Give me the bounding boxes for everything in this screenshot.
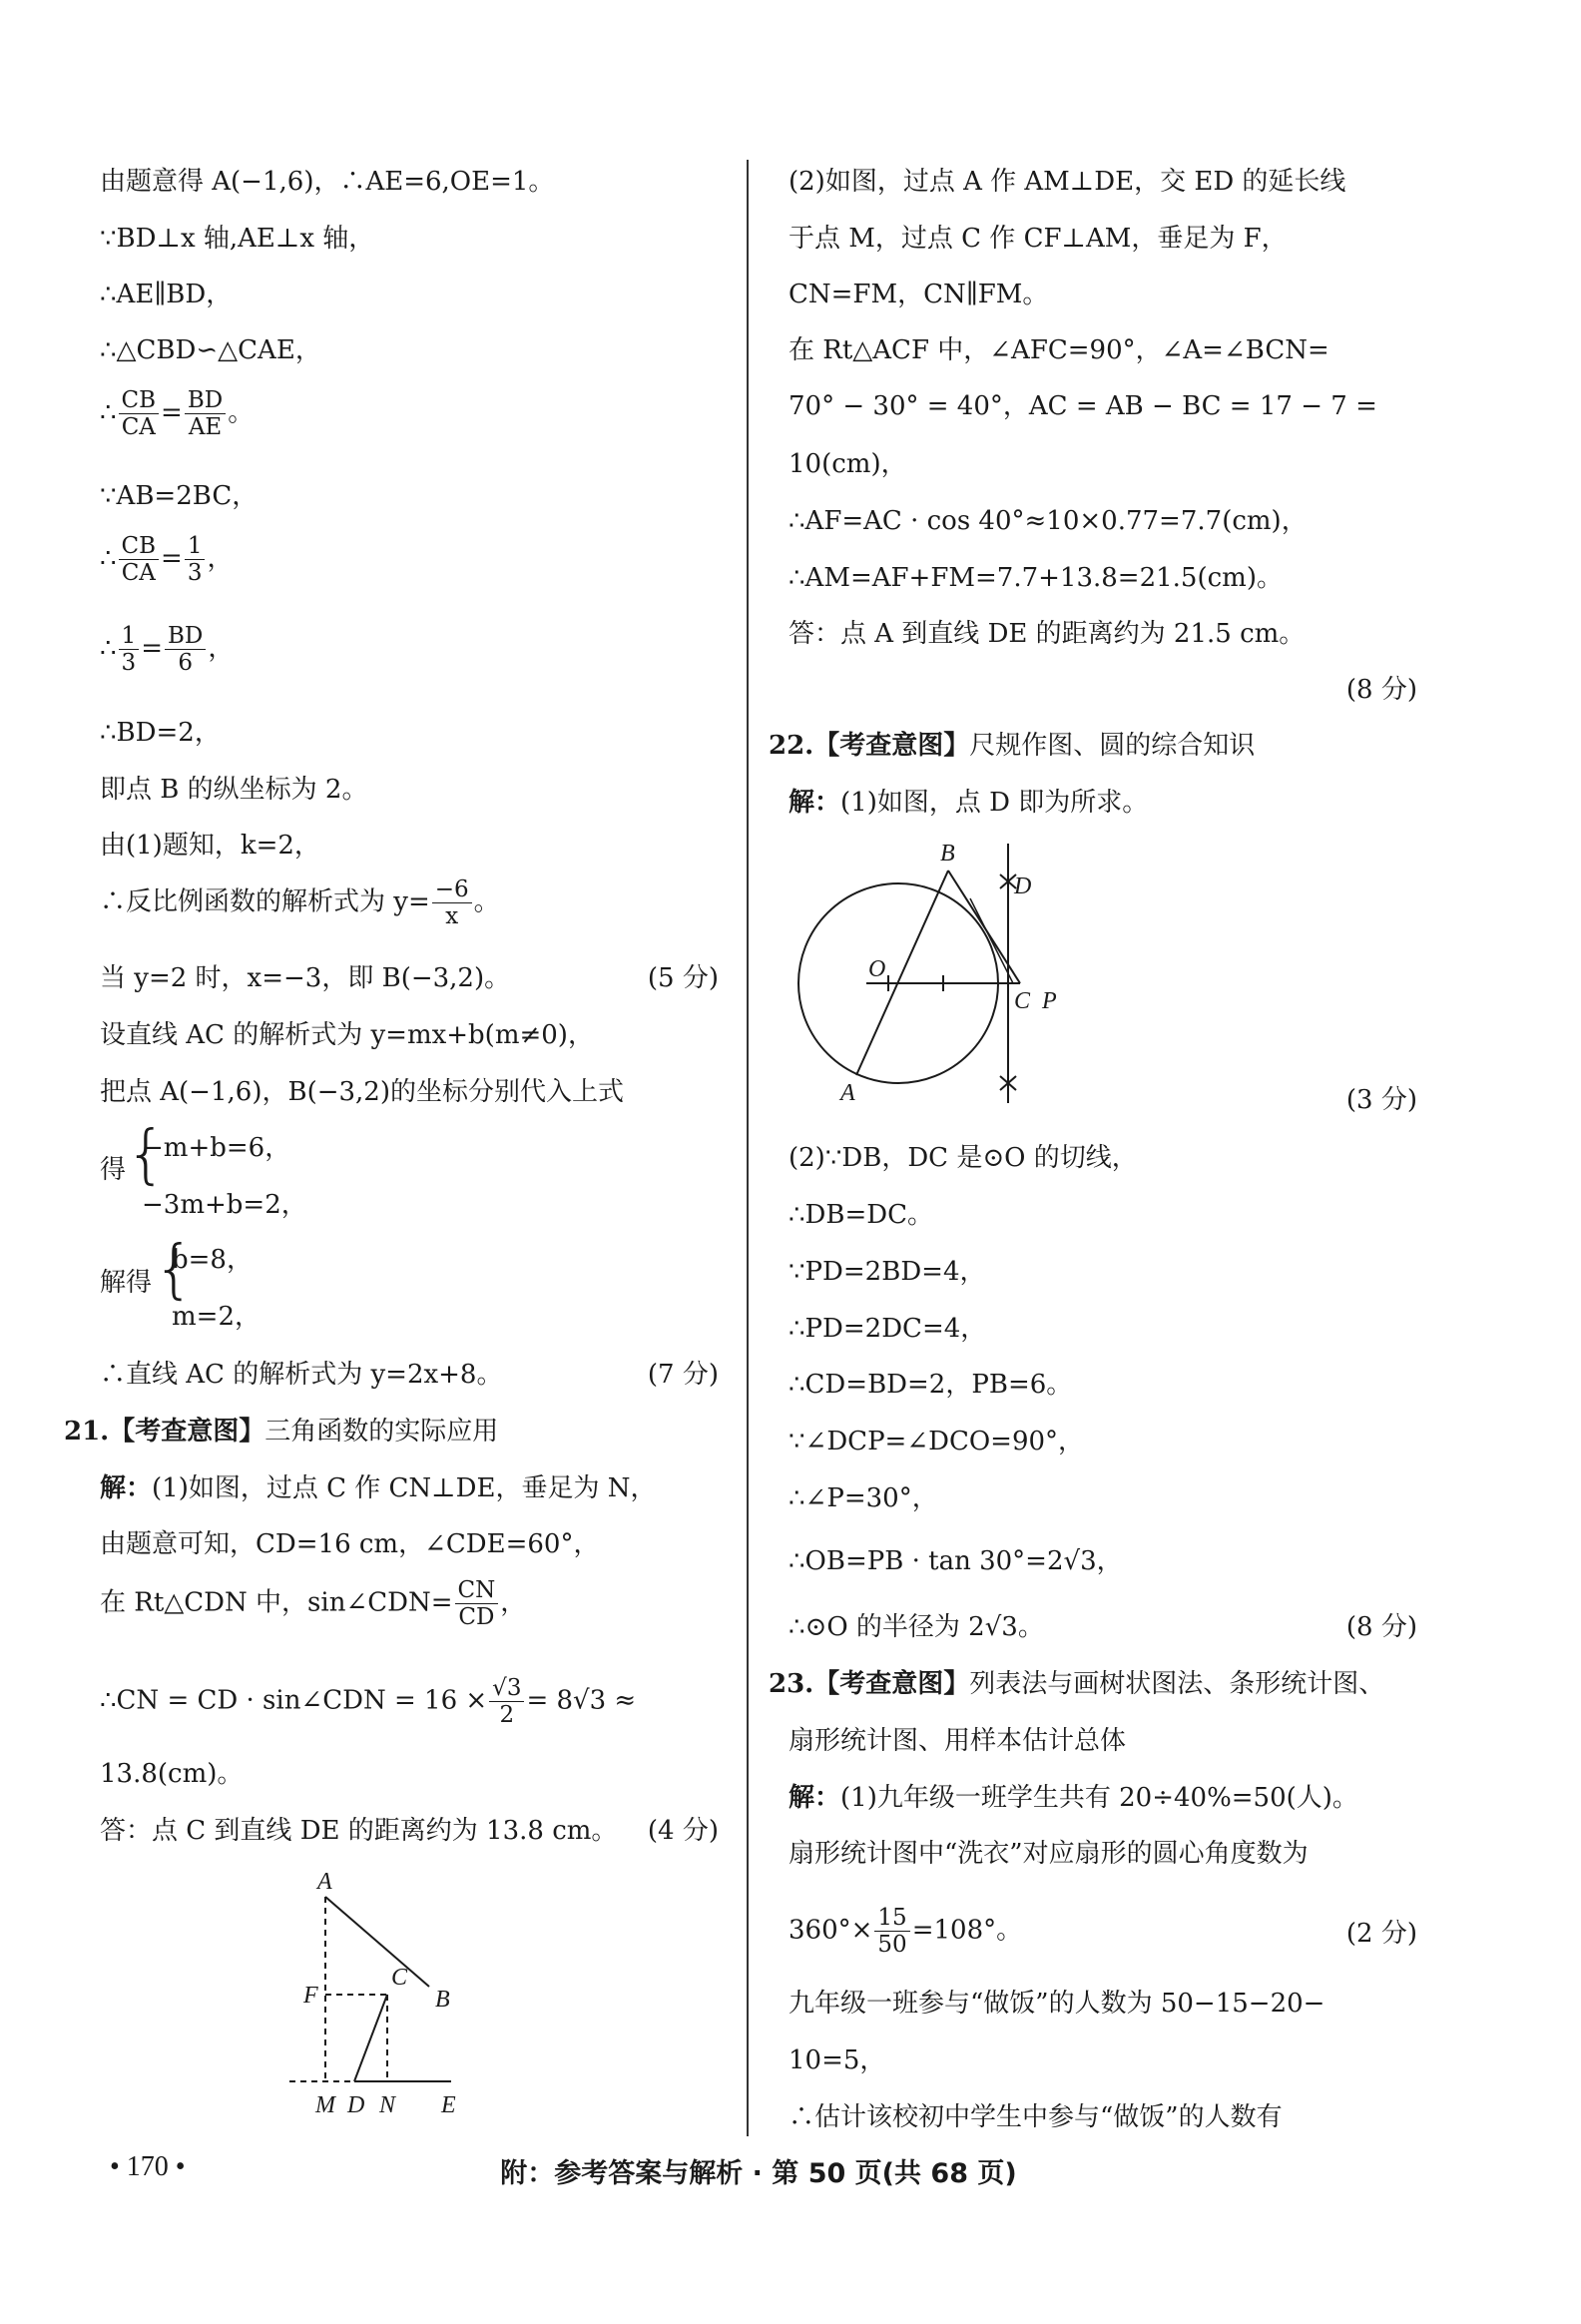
figure-22-circle-diagram [789, 839, 1148, 1108]
text-line: ∴AM=AF+FM=7.7+13.8=21.5(cm)。 [789, 563, 1283, 593]
text-line: ∴⊙O 的半径为 2√3。 (8 分) [789, 1612, 1417, 1642]
text-line: 于点 M，过点 C 作 CF⊥AM，垂足为 F， [789, 224, 1288, 254]
score: (5 分) [647, 963, 719, 993]
fraction: $\frac{√3}{2}$ [489, 1675, 524, 1728]
text-line: 扇形统计图中“洗衣”对应扇形的圆心角度数为 [789, 1839, 1309, 1869]
text-line: 由题意得 A(−1,6)，∴AE=6,OE=1。 [100, 167, 555, 197]
text-line: ∴直线 AC 的解析式为 y=2x+8。 (7 分) [100, 1360, 719, 1390]
label-B: B [940, 841, 955, 867]
brace-icon: { [126, 1118, 167, 1192]
label-D: D [347, 2092, 365, 2118]
text-line: 10(cm)， [789, 449, 907, 479]
text-line: (2)∵DB，DC 是⊙O 的切线， [789, 1143, 1138, 1173]
text-line: ∵AB=2BC， [100, 481, 259, 511]
fraction: $\frac{CN}{CD}$ [455, 1577, 499, 1630]
text-line: ∴CD=BD=2，PB=6。 [789, 1370, 1073, 1400]
label-B: B [435, 1987, 450, 2013]
text-line: ∵BD⊥x 轴,AE⊥x 轴， [100, 224, 375, 254]
question-header: 23.【考查意图】列表法与画树状图法、条形统计图、 [769, 1669, 1385, 1699]
text-line: 当 y=2 时，x=−3，即 B(−3,2)。 (5 分) [100, 963, 719, 993]
text-line: 答：点 C 到直线 DE 的距离约为 13.8 cm。 (4 分) [100, 1816, 719, 1846]
question-header: 21.【考查意图】三角函数的实际应用 [64, 1417, 499, 1447]
text-line: ∴估计该校初中学生中参与“做饭”的人数有 [789, 2102, 1283, 2132]
fraction-line: ∴ $\frac{CB}{CA}$ = $\frac{1}{3}$ ， [100, 533, 234, 586]
equation-line: −m+b=6， [142, 1133, 291, 1163]
text-line: 解：(1)九年级一班学生共有 20÷40%=50(人)。 [789, 1783, 1358, 1813]
score: (8 分) [1345, 675, 1417, 705]
fraction-line: ∴反比例函数的解析式为 y= $\frac{-6}{x}$ 。 [100, 876, 500, 929]
fraction: $\frac{-6}{x}$ [432, 876, 472, 929]
text-line: 九年级一班参与“做饭”的人数为 50−15−20− [789, 1989, 1325, 2019]
score: (8 分) [1345, 1612, 1417, 1642]
text-line: 把点 A(−1,6)，B(−3,2)的坐标分别代入上式 [100, 1077, 624, 1107]
text-line: ∴∠P=30°， [789, 1483, 938, 1513]
fraction-line: 在 Rt△CDN 中，sin∠CDN= $\frac{CN}{CD}$ ， [100, 1577, 527, 1630]
fraction: $\frac{BD}{6}$ [165, 623, 206, 676]
fraction: $\frac{1}{3}$ [185, 533, 206, 586]
equation-line: m=2， [172, 1302, 261, 1332]
score: (2 分) [1345, 1919, 1417, 1949]
fraction: $\frac{CB}{CA}$ [119, 533, 160, 586]
fraction-line: ∴ $\frac{1}{3}$ = $\frac{BD}{6}$ ， [100, 623, 235, 676]
text-line: 即点 B 的纵坐标为 2。 [100, 775, 368, 805]
footer-title: 附：参考答案与解析 · 第 50 页(共 68 页) [500, 2158, 1017, 2189]
score: (4 分) [647, 1816, 719, 1846]
label-N: N [379, 2092, 396, 2118]
question-header: 22.【考查意图】尺规作图、圆的综合知识 [769, 731, 1256, 761]
equation-line: −3m+b=2， [142, 1190, 307, 1220]
text-line: ∴△CBD∽△CAE， [100, 335, 321, 365]
text-line: ∴AE∥BD， [100, 280, 233, 309]
label-A: A [317, 1869, 332, 1895]
text-line: CN=FM，CN∥FM。 [789, 280, 1049, 309]
score: (7 分) [647, 1360, 719, 1390]
column-divider [747, 160, 749, 2136]
system-of-equations: 得 [100, 1155, 127, 1185]
text-line: 在 Rt△ACF 中，∠AFC=90°，∠A=∠BCN= [789, 335, 1329, 365]
text-line: 由题意可知，CD=16 cm，∠CDE=60°， [100, 1529, 600, 1559]
label-O: O [868, 956, 886, 982]
label-P: P [1042, 988, 1057, 1014]
figure-21-diagram [269, 1867, 569, 2126]
text-line: 13.8(cm)。 [100, 1759, 244, 1789]
text-line: 70° − 30° = 40°，AC = AB − BC = 17 − 7 = [789, 391, 1377, 421]
fraction-line: ∴CN = CD · sin∠CDN = 16 × $\frac{√3}{2}$ = 8√3 ≈ [100, 1675, 637, 1728]
text-line: 10=5， [789, 2045, 886, 2075]
text-line: ∴OB=PB · tan 30°=2√3， [789, 1546, 1123, 1576]
equation-line: b=8， [172, 1245, 253, 1275]
label-C: C [1014, 988, 1031, 1014]
text-line: ∴DB=DC。 [789, 1200, 934, 1230]
fraction: $\frac{BD}{AE}$ [185, 387, 226, 440]
label-C: C [391, 1965, 408, 1991]
fraction-line: 360°× $\frac{15}{50}$ =108°。 (2 分) [789, 1905, 1417, 1958]
page-number: • 170 • [110, 2151, 186, 2182]
text-line: 由(1)题知，k=2， [100, 831, 320, 861]
fraction-line: ∴ $\frac{CB}{CA}$ = $\frac{BD}{AE}$ 。 [100, 387, 255, 440]
text-line: (2)如图，过点 A 作 AM⊥DE，交 ED 的延长线 [789, 167, 1346, 197]
text-line: ∵PD=2BD=4， [789, 1257, 986, 1287]
system-solution: 解得 [100, 1268, 153, 1298]
fraction: $\frac{1}{3}$ [119, 623, 140, 676]
text-line: 答：点 A 到直线 DE 的距离约为 21.5 cm。 [789, 619, 1306, 649]
page-footer [100, 2141, 1417, 2201]
label-E: E [441, 2092, 456, 2118]
label-F: F [303, 1983, 318, 2009]
text-line: ∴PD=2DC=4， [789, 1314, 987, 1344]
label-D: D [1014, 873, 1032, 899]
label-A: A [840, 1080, 855, 1106]
score: (3 分) [1345, 1085, 1417, 1115]
text-line: ∴AF=AC · cos 40°≈10×0.77=7.7(cm)， [789, 506, 1308, 536]
text-line: 扇形统计图、用样本估计总体 [789, 1726, 1127, 1756]
fraction: $\frac{CB}{CA}$ [119, 387, 160, 440]
text-line: 解：(1)如图，过点 C 作 CN⊥DE，垂足为 N， [100, 1473, 657, 1503]
label-M: M [315, 2092, 335, 2118]
text-line: ∴BD=2， [100, 718, 221, 748]
fraction: $\frac{15}{50}$ [874, 1905, 909, 1958]
brace-icon: { [154, 1233, 195, 1307]
text-line: 设直线 AC 的解析式为 y=mx+b(m≠0)， [100, 1020, 594, 1050]
text-line: 解：(1)如图，点 D 即为所求。 [789, 788, 1149, 818]
text-line: ∵∠DCP=∠DCO=90°， [789, 1427, 1085, 1456]
